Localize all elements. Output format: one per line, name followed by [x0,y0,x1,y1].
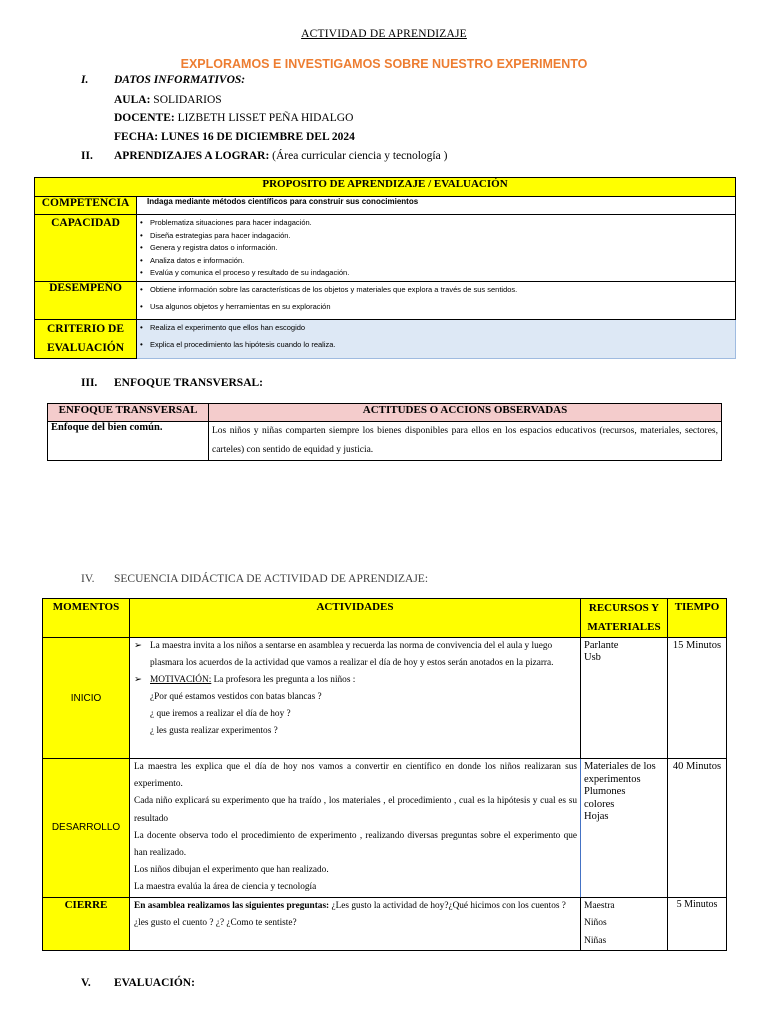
arrow-icon: ➢ [134,675,142,685]
inicio-recursos [581,638,668,759]
recurso-item: Plumones [584,786,626,797]
section3-number: III. [81,377,98,389]
desarrollo-line: Cada niño explicará su experimento que ha traído , los materiales , el procedimiento , cual es la hipótesis y cual es su resultado [134,796,577,824]
enfoque-col2: ACTITUDES O ACCIONS OBSERVADAS [209,404,722,422]
recurso-item: Maestra [584,900,615,911]
section1-heading: DATOS INFORMATIVOS: [114,74,246,86]
inicio-label: INICIO [43,638,130,759]
inicio-motivacion [134,672,577,689]
fecha-line: FECHA: LUNES 16 DE DICIEMBRE DEL 2024 [114,131,355,143]
motivacion-label: MOTIVACIÓN: [150,675,212,685]
cierre-activities [130,897,581,951]
desarrollo-line: La maestra les explica que el día de hoy nos vamos a convertir en científico en donde los niños realizaran sus experimento. [134,762,577,790]
section4-number: IV. [81,573,95,585]
inicio-item1 [134,638,577,672]
cierre-recursos [581,897,668,951]
desarrollo-activities [130,759,581,898]
capacidad-item: • Genera y registra datos o información. [140,242,732,255]
desarrollo-recursos [581,759,668,898]
desarrollo-label: DESARROLLO [43,759,130,898]
desempeno-item: • Obtiene información sobre las características de los objetos y materiales que explora a través de sus sentidos. [140,282,732,298]
criterio-item: • Explica el procedimiento las hipótesis cuando lo realiza. [140,336,732,354]
desarrollo-line: La docente observa todo el procedimiento de experimento , realizando diversas preguntas sobre el experimento que han realizado. [134,830,577,859]
aula-line [114,94,222,106]
motivacion-text: La profesora les pregunta a los niños : [211,675,356,685]
enfoque-col1: ENFOQUE TRANSVERSAL [48,404,209,422]
criterio-label-2: EVALUACIÓN [46,342,125,354]
capacidad-label: CAPACIDAD [35,215,137,282]
col-recursos: RECURSOS Y MATERIALES [581,599,668,638]
section2-line [114,150,447,162]
capacidad-item: • Evalúa y comunica el proceso y resultado de su indagación. [140,267,732,280]
criterio-cell [137,320,736,359]
criterio-item: • Realiza el experimento que ellos han escogido [140,320,732,336]
recurso-item: colores [584,798,615,810]
section5-number: V. [81,977,91,989]
inicio-question: ¿Por qué estamos vestidos con batas blancas ? [150,692,322,702]
section3-heading: ENFOQUE TRANSVERSAL: [114,377,263,389]
desempeno-item: • Usa algunos objetos y herramientas en su exploración [140,298,732,316]
cierre-label: CIERRE [43,897,130,951]
cierre-bold: En asamblea realizamos las siguientes preguntas: [134,900,330,911]
section2-heading: APRENDIZAJES A LOGRAR: [114,150,270,162]
enfoque-row-text: Los niños y niñas comparten siempre los bienes disponibles para ellos en los espacios educativos (recursos, materiales, sectores, carteles) con sentido de equidad y justicia. [209,422,722,461]
recurso-item: Parlante [584,640,619,651]
capacidad-item: • Diseña estrategias para hacer indagación. [140,230,732,243]
aula-value: SOLIDARIOS [153,94,222,106]
inicio-tiempo: 15 Minutos [668,638,727,759]
proposito-table [34,177,736,359]
criterio-label-1: CRITERIO DE [46,323,124,335]
enfoque-table [47,403,722,461]
recurso-item: Niños [584,918,607,929]
section5-heading: EVALUACIÓN: [114,977,195,989]
section1-number: I. [81,74,89,86]
capacidad-item: • Analiza datos e información. [140,255,732,268]
desarrollo-tiempo: 40 Minutos [668,759,727,898]
recurso-item: Usb [584,652,601,663]
recurso-item: Niñas [584,935,607,946]
capacidad-item: • Problematiza situaciones para hacer indagación. [140,217,732,230]
inicio-item1-text: La maestra invita a los niños a sentarse en asamblea y recuerda las norma de convivencia del el aula y luego plasmara los acuerdos de la actividad que vamos a realizar el día de hoy y estos serán anotados en la pizarra. [150,641,554,668]
document-title: ACTIVIDAD DE APRENDIZAJE [301,28,467,40]
docente-line [114,112,353,124]
competencia-label: COMPETENCIA [35,197,137,215]
document-subtitle: EXPLORAMOS E INVESTIGAMOS SOBRE NUESTRO EXPERIMENTO [180,57,588,71]
inicio-question: ¿ les gusta realizar experimentos ? [150,726,278,736]
aula-label: AULA: [114,94,151,106]
desarrollo-line: La maestra evalúa la área de ciencia y tecnología [134,882,317,893]
recurso-item: Materiales de los experimentos [584,761,656,785]
col-actividades: ACTIVIDADES [130,599,581,638]
secuencia-table [42,598,727,951]
cierre-text: ¿Les gusto la actividad de hoy?¿Qué hicimos con los cuentos ? ¿les gusto el cuento ? ¿? ¿Como te sentiste? [134,900,566,928]
docente-value: LIZBETH LISSET PEÑA HIDALGO [177,112,354,124]
recurso-item: Hojas [584,811,609,822]
inicio-question: ¿ que iremos a realizar el día de hoy ? [150,709,291,719]
capacidad-cell [137,215,736,282]
criterio-label [35,320,137,359]
desarrollo-line: Los niños dibujan el experimento que han realizado. [134,865,329,876]
cierre-tiempo: 5 Minutos [668,897,727,951]
section2-area: (Área curricular ciencia y tecnología ) [272,150,448,162]
col-momentos: MOMENTOS [43,599,130,638]
section2-number: II. [81,150,93,162]
col-tiempo: TIEMPO [668,599,727,638]
inicio-activities [130,638,581,759]
section4-heading: SECUENCIA DIDÁCTICA DE ACTIVIDAD DE APRENDIZAJE: [114,573,429,585]
enfoque-row-label: Enfoque del bien común. [48,422,209,461]
arrow-icon: ➢ [134,641,142,651]
desempeno-label: DESEMPEÑO [35,282,137,320]
competencia-value: Indaga mediante métodos científicos para construir sus conocimientos [137,197,736,215]
proposito-header: PROPOSITO DE APRENDIZAJE / EVALUACIÓN [35,178,736,197]
docente-label: DOCENTE: [114,112,175,124]
desempeno-cell [137,282,736,320]
